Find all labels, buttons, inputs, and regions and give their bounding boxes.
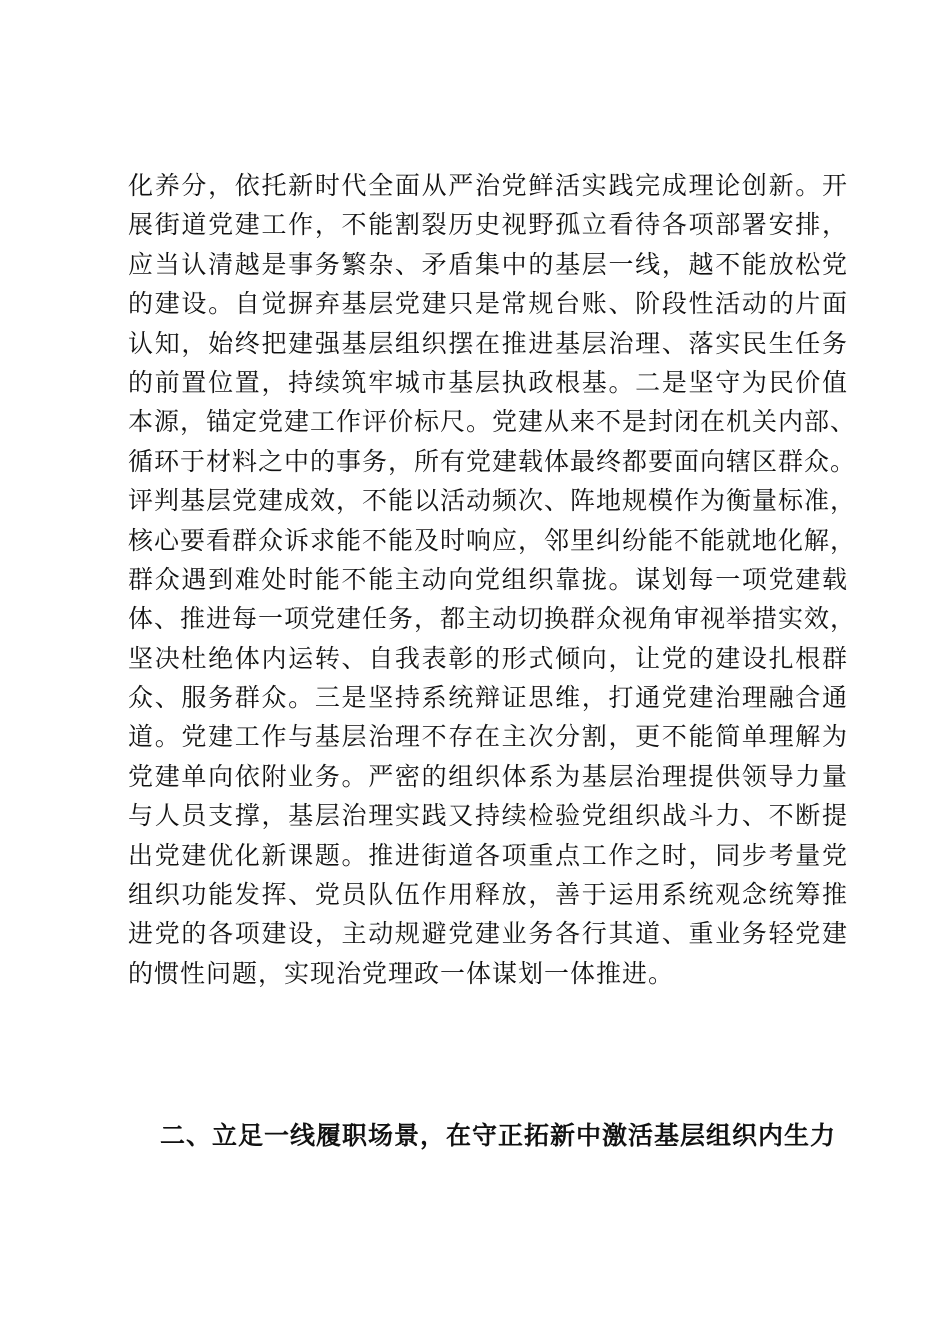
paragraph-line: 核心要看群众诉求能不能及时响应，邻里纠纷能不能就地化解， <box>128 525 857 555</box>
paragraph-line: 党建单向依附业务。严密的组织体系为基层治理提供领导力量 <box>128 761 848 791</box>
paragraph-line: 认知，始终把建强基层组织摆在推进基层治理、落实民生任务 <box>128 328 848 358</box>
paragraph-line: 进党的各项建设，主动规避党建业务各行其道、重业务轻党建 <box>128 919 848 949</box>
paragraph-line: 出党建优化新课题。推进街道各项重点工作之时，同步考量党 <box>128 840 848 870</box>
paragraph-line: 与人员支撑，基层治理实践又持续检验党组织战斗力、不断提 <box>128 801 848 831</box>
paragraph-line: 体、推进每一项党建任务，都主动切换群众视角审视举措实效， <box>128 604 857 634</box>
paragraph-line: 坚决杜绝体内运转、自我表彰的形式倾向，让党的建设扎根群 <box>128 643 848 673</box>
paragraph-line: 评判基层党建成效，不能以活动频次、阵地规模作为衡量标准， <box>128 486 857 516</box>
paragraph-line: 的惯性问题，实现治党理政一体谋划一体推进。 <box>128 958 675 988</box>
paragraph-line: 的前置位置，持续筑牢城市基层执政根基。二是坚守为民价值 <box>128 367 848 397</box>
paragraph-line: 的建设。自觉摒弃基层党建只是常规台账、阶段性活动的片面 <box>128 289 848 319</box>
paragraph-line: 应当认清越是事务繁杂、矛盾集中的基层一线，越不能放松党 <box>128 249 848 279</box>
paragraph-line: 众、服务群众。三是坚持系统辩证思维，打通党建治理融合通 <box>128 683 848 713</box>
paragraph-line: 循环于材料之中的事务，所有党建载体最终都要面向辖区群众。 <box>128 446 857 476</box>
section-heading: 二、立足一线履职场景，在守正拓新中激活基层组织内生力 <box>160 1121 837 1150</box>
paragraph-line: 组织功能发挥、党员队伍作用释放，善于运用系统观念统筹推 <box>128 880 848 910</box>
paragraph-line: 展街道党建工作，不能割裂历史视野孤立看待各项部署安排， <box>128 210 848 240</box>
paragraph-line: 群众遇到难处时能不能主动向党组织靠拢。谋划每一项党建载 <box>128 564 848 594</box>
paragraph-line: 道。党建工作与基层治理不存在主次分割，更不能简单理解为 <box>128 722 848 752</box>
paragraph-line: 化养分，依托新时代全面从严治党鲜活实践完成理论创新。开 <box>128 171 848 200</box>
paragraph-line: 本源，锚定党建工作评价标尺。党建从来不是封闭在机关内部、 <box>128 407 857 437</box>
body-paragraph <box>128 166 857 993</box>
